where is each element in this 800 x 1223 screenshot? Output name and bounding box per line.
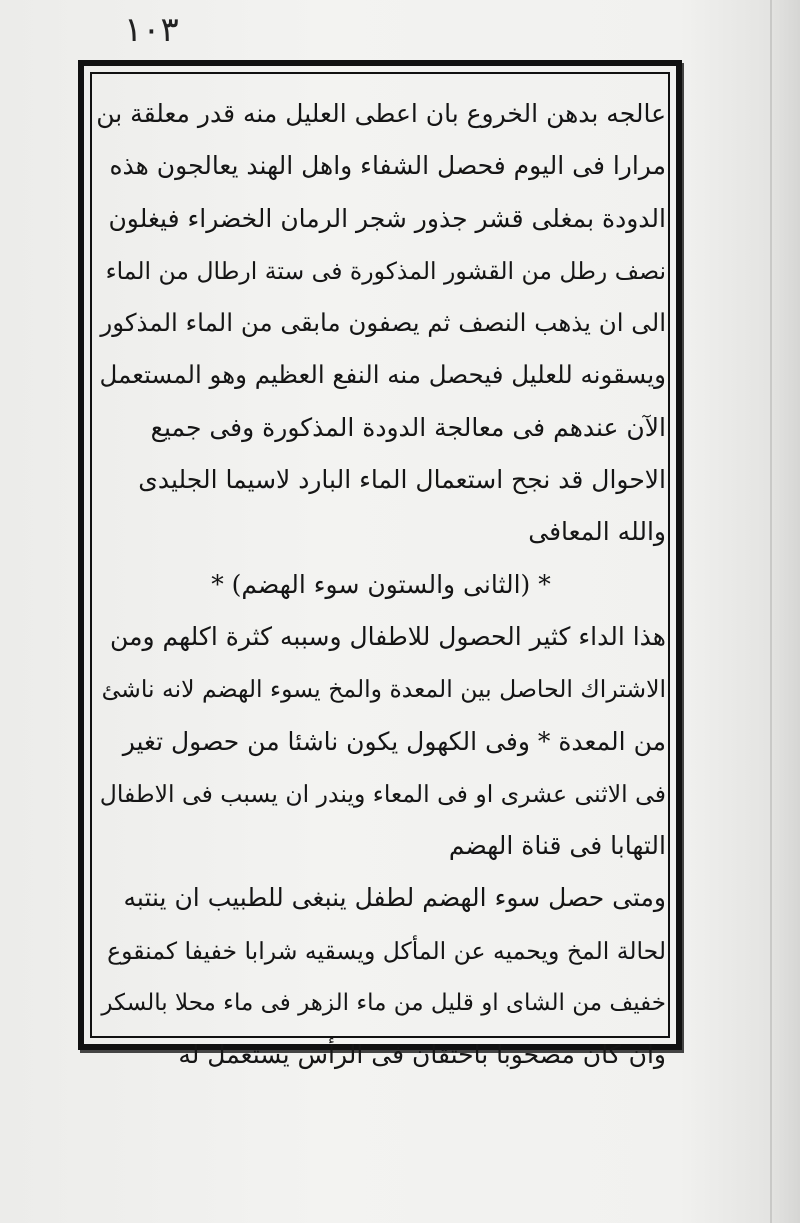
page-edge-shadow [770, 0, 772, 1223]
text-line: الى ان يذهب النصف ثم يصفون مابقى من الماء المذكور [100, 308, 666, 338]
text-line: عالجه بدهن الخروع بان اعطى العليل منه قدر معلقة بن [96, 99, 666, 128]
text-line: التهابا فى قناة الهضم [448, 831, 666, 861]
text-line: والله المعافى [528, 517, 666, 547]
text-line: هذا الداء كثير الحصول للاطفال وسببه كثرة اكلهم ومن [110, 621, 666, 651]
text-line: الاحوال قد نجح استعمال الماء البارد لاسيما الجليدى [138, 465, 666, 495]
text-line: الاشتراك الحاصل بين المعدة والمخ يسوء الهضم لانه ناشئ [101, 675, 666, 704]
text-line: الآن عندهم فى معالجة الدودة المذكورة وفى جميع [150, 412, 666, 442]
text-line: الدودة بمغلى قشر جذور شجر الرمان الخضراء فيغلون [108, 203, 666, 233]
text-line: نصف رطل من القشور المذكورة فى ستة ارطال من الماء [105, 256, 666, 285]
text-line: لحالة المخ ويحميه عن المأكل ويسقيه شرابا خفيفا كمنقوع [107, 936, 666, 965]
text-line: وان كان مصحوبا باحتقان فى الرأس يستعمل له [178, 1040, 666, 1070]
text-body [96, 88, 666, 1082]
page-number: ١٠٣ [124, 10, 179, 50]
text-line: مرارا فى اليوم فحصل الشفاء واهل الهند يعالجون هذه [109, 151, 666, 181]
section-heading: * (الثانى والستون سوء الهضم) * [211, 569, 551, 599]
text-line: فى الاثنى عشرى او فى المعاء ويندر ان يسبب فى الاطفال [99, 779, 666, 808]
text-line: ومتى حصل سوء الهضم لطفل ينبغى للطبيب ان ينتبه [123, 883, 666, 913]
text-line: ويسقونه للعليل فيحصل منه النفع العظيم وهو المستعمل [99, 360, 666, 390]
text-line: من المعدة * وفى الكهول يكون ناشئا من حصول تغير [122, 726, 666, 756]
text-line: خفيف من الشاى او قليل من ماء الزهر فى ماء محلا بالسكر [101, 990, 666, 1017]
